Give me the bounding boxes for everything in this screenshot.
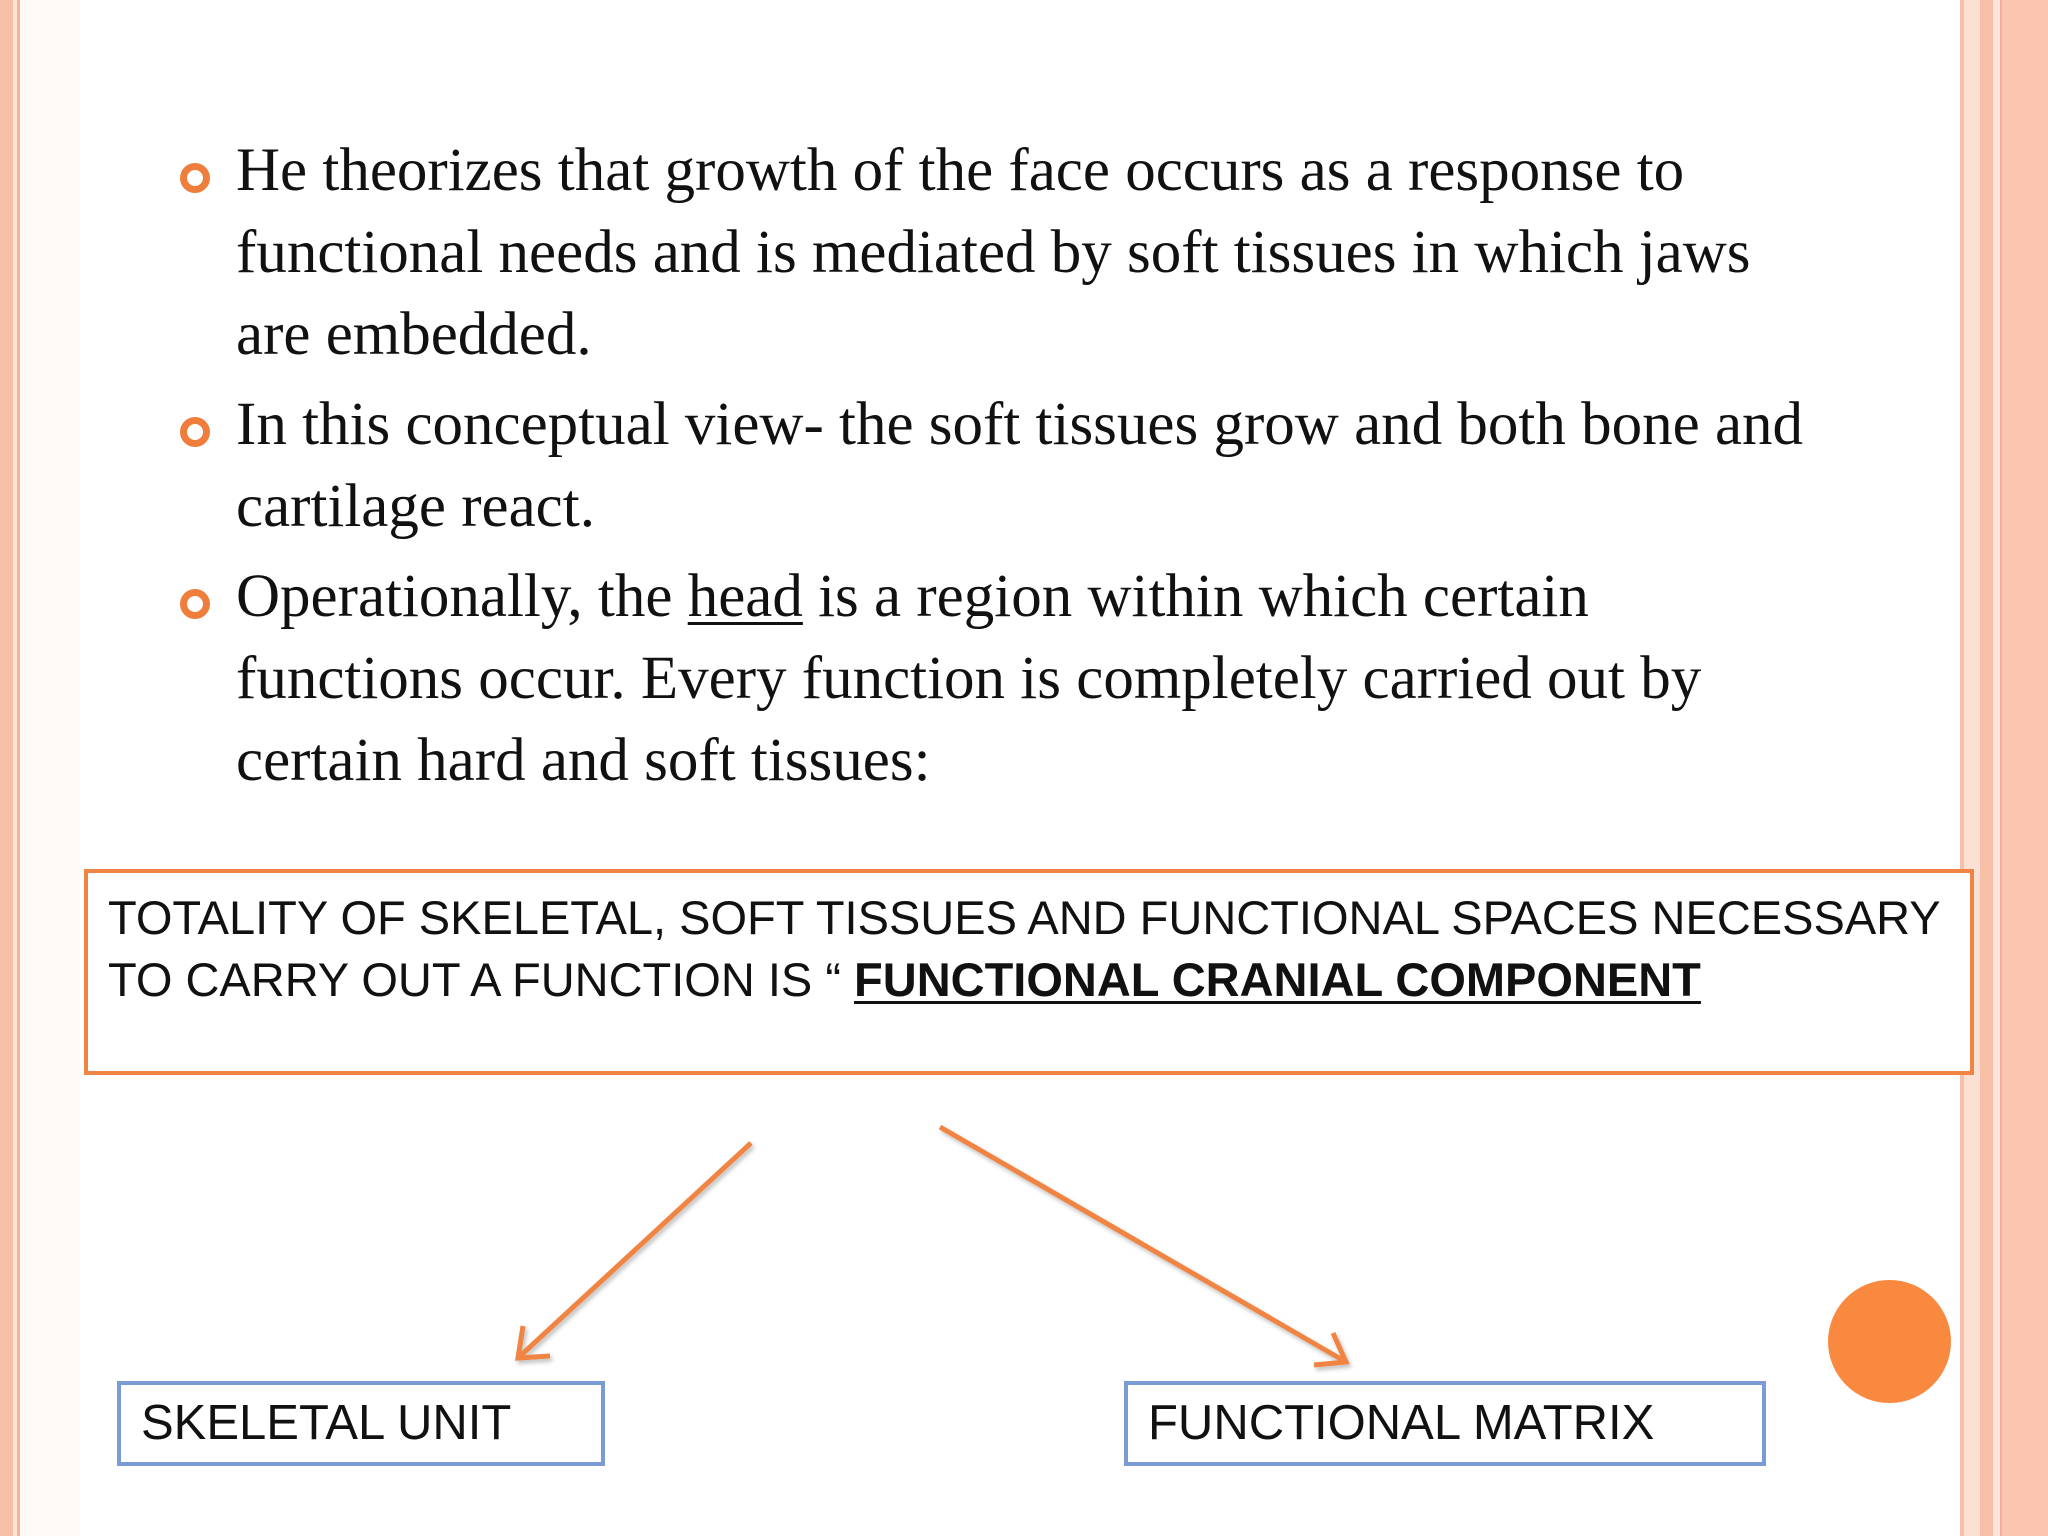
decorative-orange-circle [1828, 1280, 1951, 1403]
bullet-underlined-term: head [687, 563, 803, 630]
definition-text: TOTALITY OF SKELETAL, SOFT TISSUES AND FUNCTIONAL SPACES NECESSARY TO CARRY OUT A FUNCTION IS “ [108, 891, 1940, 1006]
arrow-to-functional-matrix [940, 1127, 1346, 1365]
skeletal-unit-box [117, 1381, 605, 1466]
skeletal-unit-label: SKELETAL UNIT [141, 1396, 512, 1450]
functional-matrix-box [1124, 1381, 1766, 1466]
bullet-text: In this conceptual view- the soft tissues grow and both bone and cartilage react. [236, 391, 1804, 540]
definition-term: FUNCTIONAL CRANIAL COMPONENT [854, 953, 1701, 1006]
bullet-text-start: Operationally, the [236, 563, 688, 630]
bullet-text-end: is a region within which certain functions occur. Every function is completely carried out by certain hard and soft tissues: [236, 563, 1702, 794]
arrow-to-skeletal-unit [518, 1143, 751, 1358]
bullet-text: He theorizes that growth of the face occurs as a response to functional needs and is mediated by soft tissues in which jaws are embedded. [236, 137, 1751, 368]
functional-matrix-label: FUNCTIONAL MATRIX [1148, 1396, 1655, 1450]
